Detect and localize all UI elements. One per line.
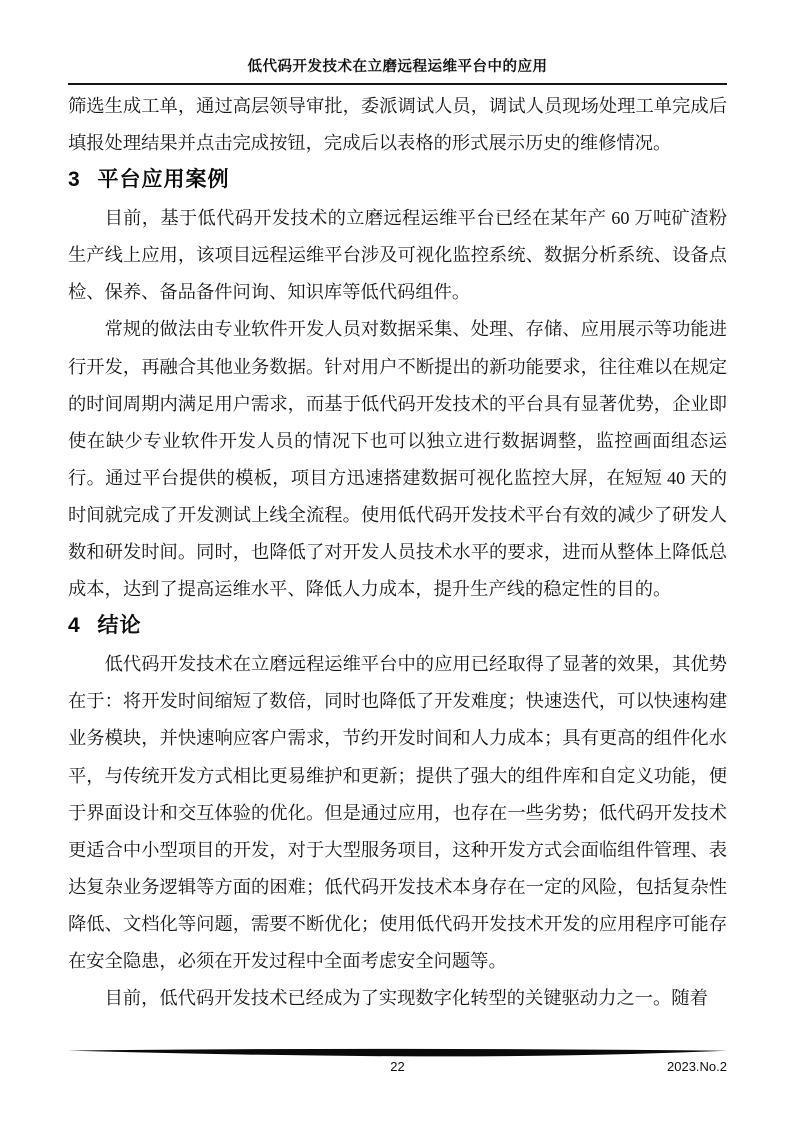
paragraph: 常规的做法由专业软件开发人员对数据采集、处理、存储、应用展示等功能进行开发，再融合其他业务数据。针对用户不断提出的新功能要求，往往难以在规定的时间周期内满足用户需求，而基于低代码开发技术的平台具有显著优势，企业即使在缺少专业软件开发人员的情况下也可以独立进行数据调整，监控画面组态运行。通过平台提供的模板，项目方迅速搭建数据可视化监控大屏，在短短 40 天的时间就完成了开发测试上线全流程。使用低代码开发技术平台有效的减少了研发人数和研发时间。同时，也降低了对开发人员技术水平的要求，进而从整体上降低总成本，达到了提高运维水平、降低人力成本，提升生产线的稳定性的目的。 — [68, 319, 727, 600]
issue-label: 2023.No.2 — [667, 1059, 727, 1074]
header-rule — [68, 83, 727, 85]
footer-ornament-rule — [68, 1048, 727, 1058]
paragraph: 筛选生成工单，通过高层领导审批，委派调试人员，调试人员现场处理工单完成后填报处理结果并点击完成按钮，完成后以表格的形式展示历史的维修情况。 — [68, 96, 727, 154]
section-number: 4 — [68, 614, 80, 638]
document-body — [68, 88, 727, 1017]
section-heading — [68, 610, 727, 642]
section-title: 结论 — [97, 614, 142, 638]
section-title: 平台应用案例 — [97, 168, 230, 192]
paragraph: 低代码开发技术在立磨远程运维平台中的应用已经取得了显著的效果，其优势在于：将开发时间缩短了数倍，同时也降低了开发难度；快速迭代，可以快速构建业务模块，并快速响应客户需求，节约开发时间和人力成本；具有更高的组件化水平，与传统开发方式相比更易维护和更新；提供了强大的组件库和自定义功能，便于界面设计和交互体验的优化。但是通过应用，也存在一些劣势；低代码开发技术更适合中小型项目的开发，对于大型服务项目，这种开发方式会面临组件管理、表达复杂业务逻辑等方面的困难；低代码开发技术本身存在一定的风险，包括复杂性降低、文档化等问题，需要不断优化；使用低代码开发技术开发的应用程序可能存在安全隐患，必须在开发过程中全面考虑安全问题等。 — [68, 654, 727, 971]
paragraph: 目前，低代码开发技术已经成为了实现数字化转型的关键驱动力之一。随着 — [104, 988, 708, 1009]
page-header — [68, 57, 727, 85]
paragraph: 目前，基于低代码开发技术的立磨远程运维平台已经在某年产 60 万吨矿渣粉生产线上应用，该项目远程运维平台涉及可视化监控系统、数据分析系统、设备点检、保养、备品备件问询、知识库等低代码组件。 — [68, 208, 727, 303]
page-number: 22 — [390, 1059, 405, 1074]
section-number: 3 — [68, 168, 80, 192]
section-heading — [68, 164, 727, 196]
footer-meta — [68, 1058, 727, 1076]
running-title: 低代码开发技术在立磨远程运维平台中的应用 — [247, 59, 548, 75]
page-footer — [68, 1048, 727, 1076]
